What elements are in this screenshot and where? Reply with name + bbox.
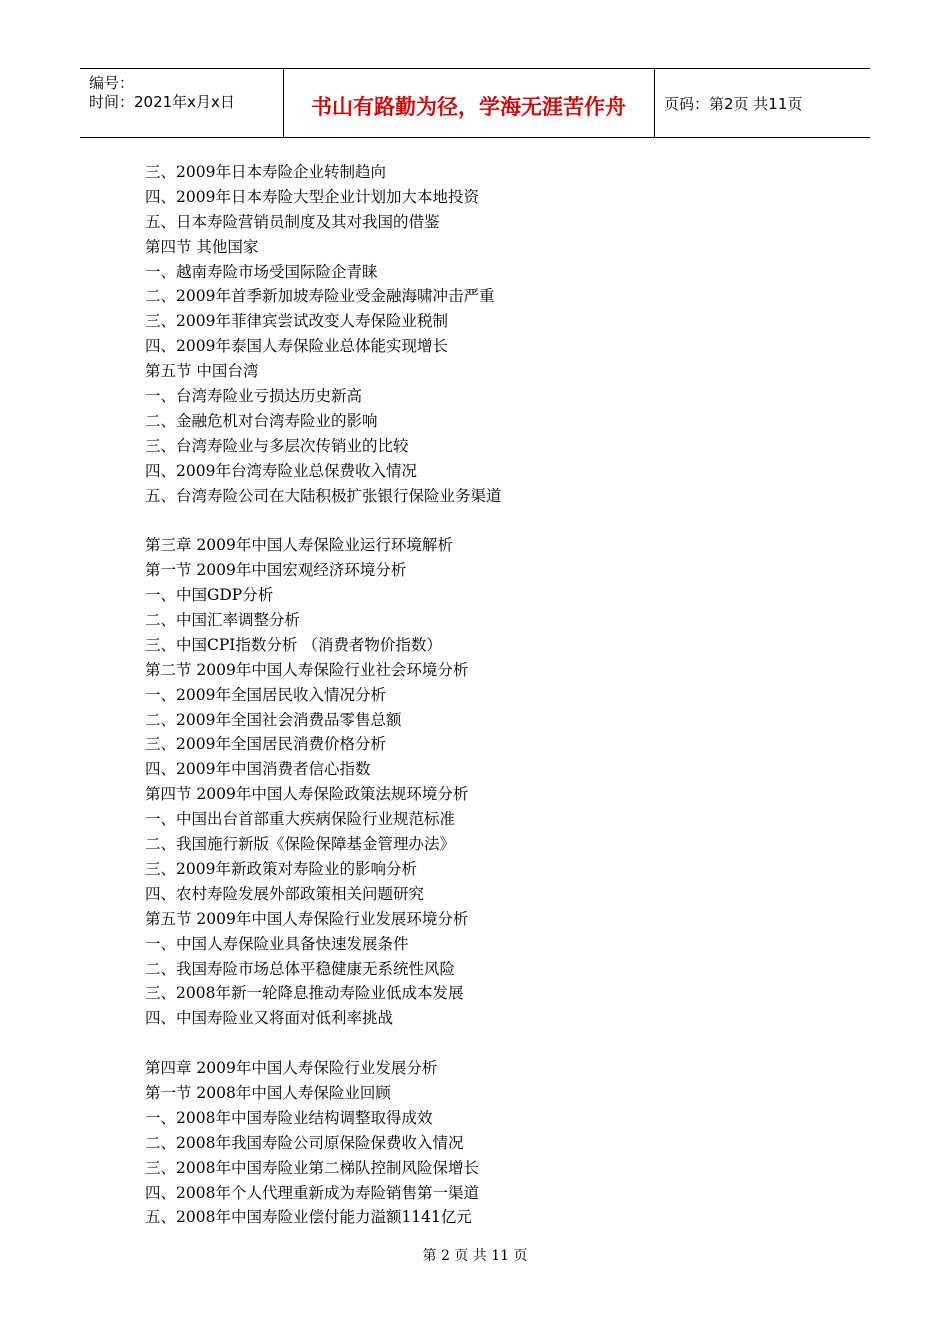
toc-line: 第五节 2009年中国人寿保险行业发展环境分析 xyxy=(145,909,469,928)
toc-line: 三、2009年菲律宾尝试改变人寿保险业税制 xyxy=(145,312,448,331)
toc-line: 三、中国CPI指数分析 （消费者物价指数） xyxy=(145,635,442,654)
toc-line: 第三章 2009年中国人寿保险业运行环境解析 xyxy=(145,536,453,555)
toc-line: 二、金融危机对台湾寿险业的影响 xyxy=(145,411,378,430)
page-footer: 第 2 页 共 11 页 xyxy=(422,1248,528,1264)
toc-line: 三、2009年全国居民消费价格分析 xyxy=(145,735,386,754)
toc-line: 第二节 2009年中国人寿保险行业社会环境分析 xyxy=(145,660,469,679)
toc-line: 五、台湾寿险公司在大陆积极扩张银行保险业务渠道 xyxy=(145,486,502,505)
toc-line: 一、中国人寿保险业具备快速发展条件 xyxy=(145,934,409,953)
toc-line: 五、日本寿险营销员制度及其对我国的借鉴 xyxy=(145,212,440,231)
toc-line: 一、中国出台首部重大疾病保险行业规范标准 xyxy=(145,810,456,829)
toc-line: 一、中国GDP分析 xyxy=(145,586,274,605)
toc-line: 四、2009年台湾寿险业总保费收入情况 xyxy=(145,461,417,480)
header-motto-cell xyxy=(283,69,655,137)
toc-line: 一、2009年全国居民收入情况分析 xyxy=(145,685,386,704)
toc-line: 二、我国施行新版《保险保障基金管理办法》 xyxy=(145,835,456,854)
header-meta-cell xyxy=(80,69,284,137)
header-page-cell xyxy=(655,69,870,137)
document-number-label: 编号： xyxy=(89,74,135,92)
toc-line: 二、2009年全国社会消费品零售总额 xyxy=(145,710,402,729)
toc-line: 第四节 其他国家 xyxy=(145,237,259,256)
blank-line xyxy=(145,508,845,533)
document-time-label: 时间：2021年x月x日 xyxy=(89,93,235,111)
header-page-info: 页码：第2页 共11页 xyxy=(664,95,803,113)
toc-line: 三、台湾寿险业与多层次传销业的比较 xyxy=(145,436,409,455)
toc-line: 三、2009年新政策对寿险业的影响分析 xyxy=(145,859,417,878)
toc-line: 五、2008年中国寿险业偿付能力溢额1141亿元 xyxy=(145,1208,472,1227)
toc-line: 一、2008年中国寿险业结构调整取得成效 xyxy=(145,1108,433,1127)
header-motto: 书山有路勤为径，学海无涯苦作舟 xyxy=(311,95,626,119)
toc-line: 二、2009年首季新加坡寿险业受金融海啸冲击严重 xyxy=(145,287,495,306)
page-header xyxy=(80,68,870,138)
toc-line: 二、2008年我国寿险公司原保险保费收入情况 xyxy=(145,1133,464,1152)
toc-line: 一、台湾寿险业亏损达历史新高 xyxy=(145,387,363,406)
toc-line: 一、越南寿险市场受国际险企青睐 xyxy=(145,262,378,281)
toc-line: 四、农村寿险发展外部政策相关问题研究 xyxy=(145,884,425,903)
toc-line: 四、2009年日本寿险大型企业计划加大本地投资 xyxy=(145,187,479,206)
toc-line: 四、2009年泰国人寿保险业总体能实现增长 xyxy=(145,337,448,356)
toc-line: 第四章 2009年中国人寿保险行业发展分析 xyxy=(145,1059,438,1078)
toc-line: 四、中国寿险业又将面对低利率挑战 xyxy=(145,1009,394,1028)
toc-line: 第五节 中国台湾 xyxy=(145,362,259,381)
toc-line: 第一节 2009年中国宏观经济环境分析 xyxy=(145,561,407,580)
toc-line: 四、2008年个人代理重新成为寿险销售第一渠道 xyxy=(145,1183,479,1202)
toc-line: 第一节 2008年中国人寿保险业回顾 xyxy=(145,1083,391,1102)
toc-line: 二、我国寿险市场总体平稳健康无系统性风险 xyxy=(145,959,456,978)
blank-line xyxy=(145,1031,845,1056)
toc-line: 二、中国汇率调整分析 xyxy=(145,611,301,630)
toc-line: 三、2008年中国寿险业第二梯队控制风险保增长 xyxy=(145,1158,479,1177)
table-of-contents xyxy=(145,160,845,1230)
toc-line: 三、2008年新一轮降息推动寿险业低成本发展 xyxy=(145,984,464,1003)
toc-line: 四、2009年中国消费者信心指数 xyxy=(145,760,371,779)
toc-line: 三、2009年日本寿险企业转制趋向 xyxy=(145,163,386,181)
toc-line: 第四节 2009年中国人寿保险政策法规环境分析 xyxy=(145,785,469,804)
